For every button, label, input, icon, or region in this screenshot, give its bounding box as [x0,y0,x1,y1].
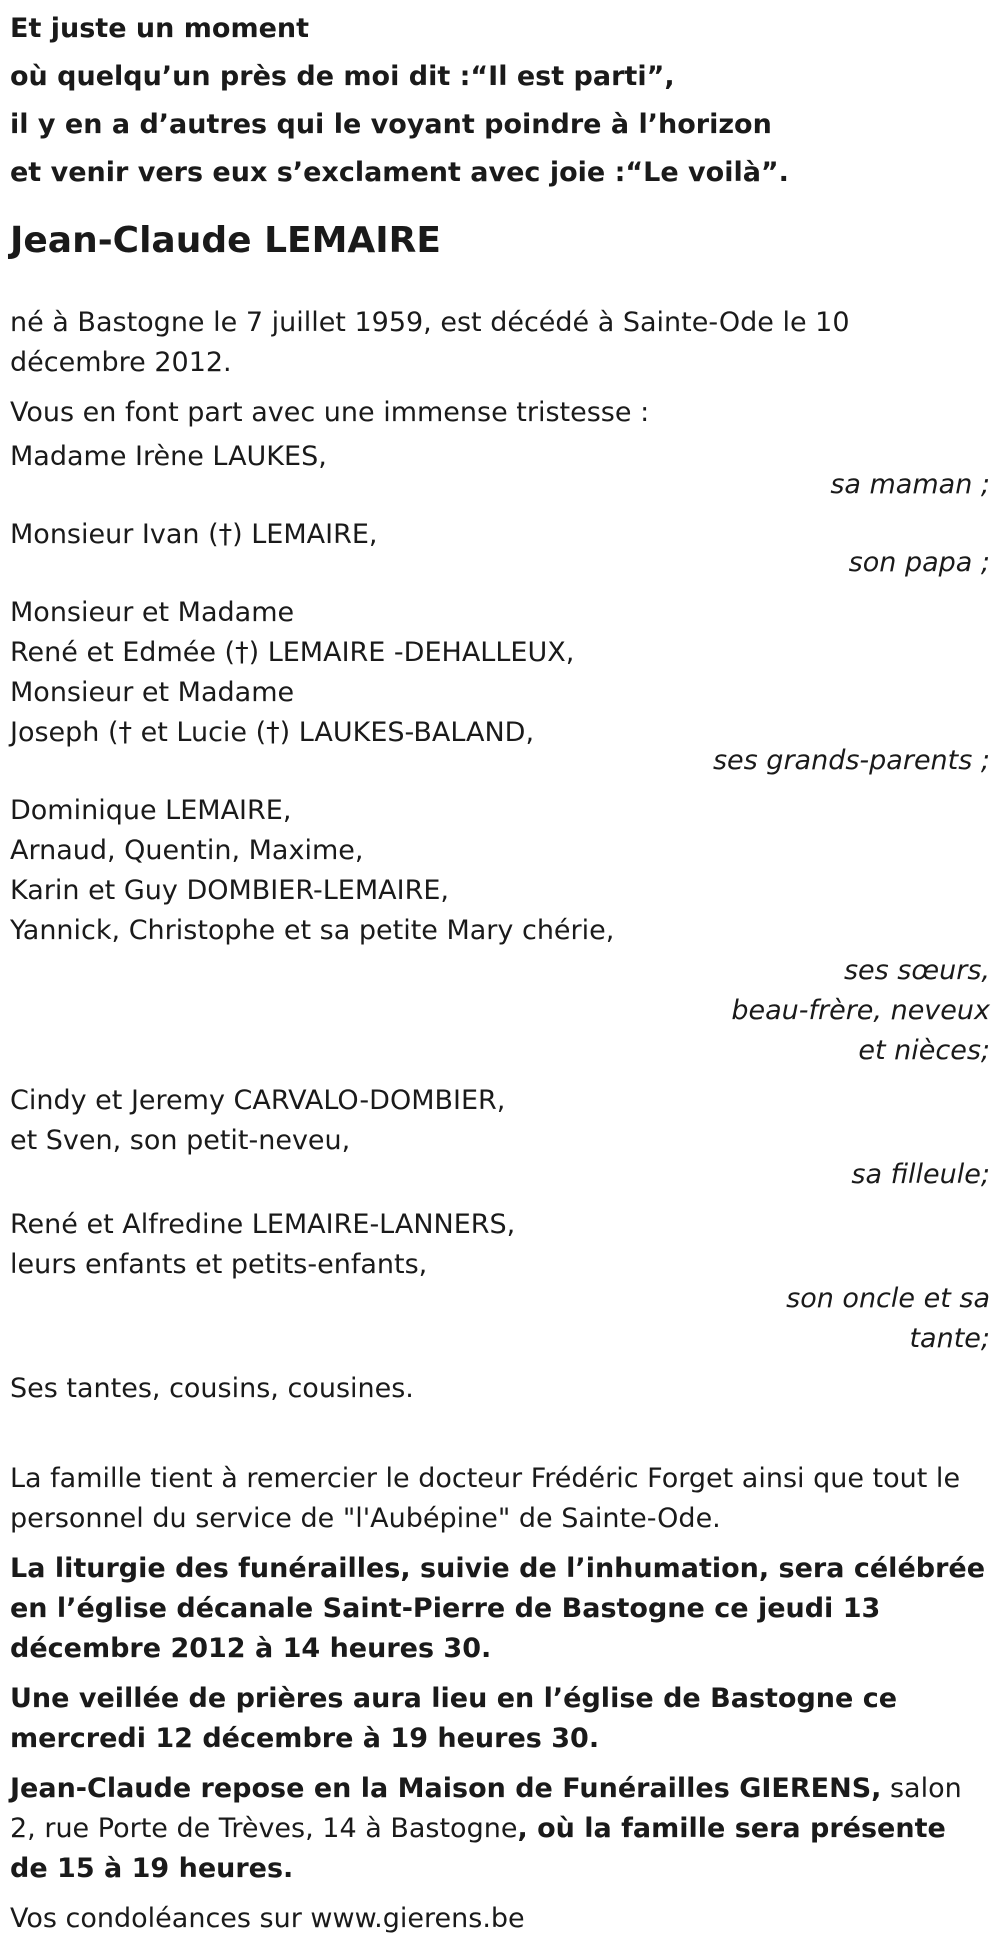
family-group [10,1205,990,1359]
rest-normal: salon 2, rue Porte de Trèves, 14 à Bastogne [10,1773,962,1844]
family-group [10,791,990,1071]
family-role: ses sœurs, [843,955,990,986]
family-line: Karin et Guy DOMBIER-LEMAIRE, [10,875,449,906]
vigil-text: Une veillée de prières aura lieu en l’église de Bastogne ce mercredi 12 décembre à 19 heures 30. [10,1683,898,1754]
liturgy-text: La liturgie des funérailles, suivie de l’inhumation, sera célébrée en l’église décanale Saint-Pierre de Bastogne ce jeudi 13 décembre 2012 à 14 heures 30. [10,1553,986,1664]
family-line: Joseph († et Lucie (†) LAUKES-BALAND, [10,717,535,748]
family-role: son oncle et sa [786,1283,990,1314]
rest-text [10,1769,990,1889]
rest-bold-1: Jean-Claude repose en la Maison de Funérailles GIERENS, [10,1773,882,1804]
deceased-name: Jean-Claude LEMAIRE [10,220,441,261]
poem-line: Et juste un moment [10,13,310,44]
family-line: Monsieur et Madame [10,597,295,628]
relatives-text: Ses tantes, cousins, cousines. [10,1373,414,1404]
family-role: et nièces; [858,1035,990,1066]
family-group [10,1081,990,1195]
spacer [10,1419,990,1459]
family-role: beau-frère, neveux [731,995,990,1026]
condolences-text: Vos condoléances sur www.gierens.be [10,1903,525,1934]
family-line: Dominique LEMAIRE, [10,795,292,826]
poem-line: et venir vers eux s’exclament avec joie :“Le voilà”. [10,157,789,188]
family-line: Yannick, Christophe et sa petite Mary chérie, [10,915,615,946]
poem [10,0,990,197]
family-role: sa maman ; [830,469,990,500]
birth-death-text: né à Bastogne le 7 juillet 1959, est décédé à Sainte-Ode le 10 décembre 2012. [10,307,850,378]
rest-bold-2: , où la famille sera présente de 15 à 19 heures. [10,1813,946,1884]
family-role: son papa ; [848,547,990,578]
family-line: Monsieur Ivan (†) LEMAIRE, [10,519,378,550]
family-group [10,515,990,583]
family-line: Cindy et Jeremy CARVALO-DOMBIER, [10,1085,506,1116]
family-role: ses grands-parents ; [712,745,990,776]
poem-line: il y en a d’autres qui le voyant poindre à l’horizon [10,109,772,140]
family-role: tante; [909,1323,990,1354]
family-line: Monsieur et Madame [10,677,295,708]
family-group [10,593,990,781]
family-line: Madame Irène LAUKES, [10,441,327,472]
family-line: et Sven, son petit-neveu, [10,1125,351,1156]
thanks-text: La famille tient à remercier le docteur Frédéric Forget ainsi que tout le personnel du service de "l'Aubépine" de Sainte-Ode. [10,1463,961,1534]
family-line: leurs enfants et petits-enfants, [10,1249,428,1280]
family-line: Arnaud, Quentin, Maxime, [10,835,364,866]
intro-text: Vous en font part avec une immense tristesse : [10,397,650,428]
family-line: René et Edmée (†) LEMAIRE -DEHALLEUX, [10,637,575,668]
poem-line: où quelqu’un près de moi dit :“Il est parti”, [10,61,675,92]
family-line: René et Alfredine LEMAIRE-LANNERS, [10,1209,516,1240]
family-role: sa filleule; [851,1159,990,1190]
family-group [10,437,990,505]
